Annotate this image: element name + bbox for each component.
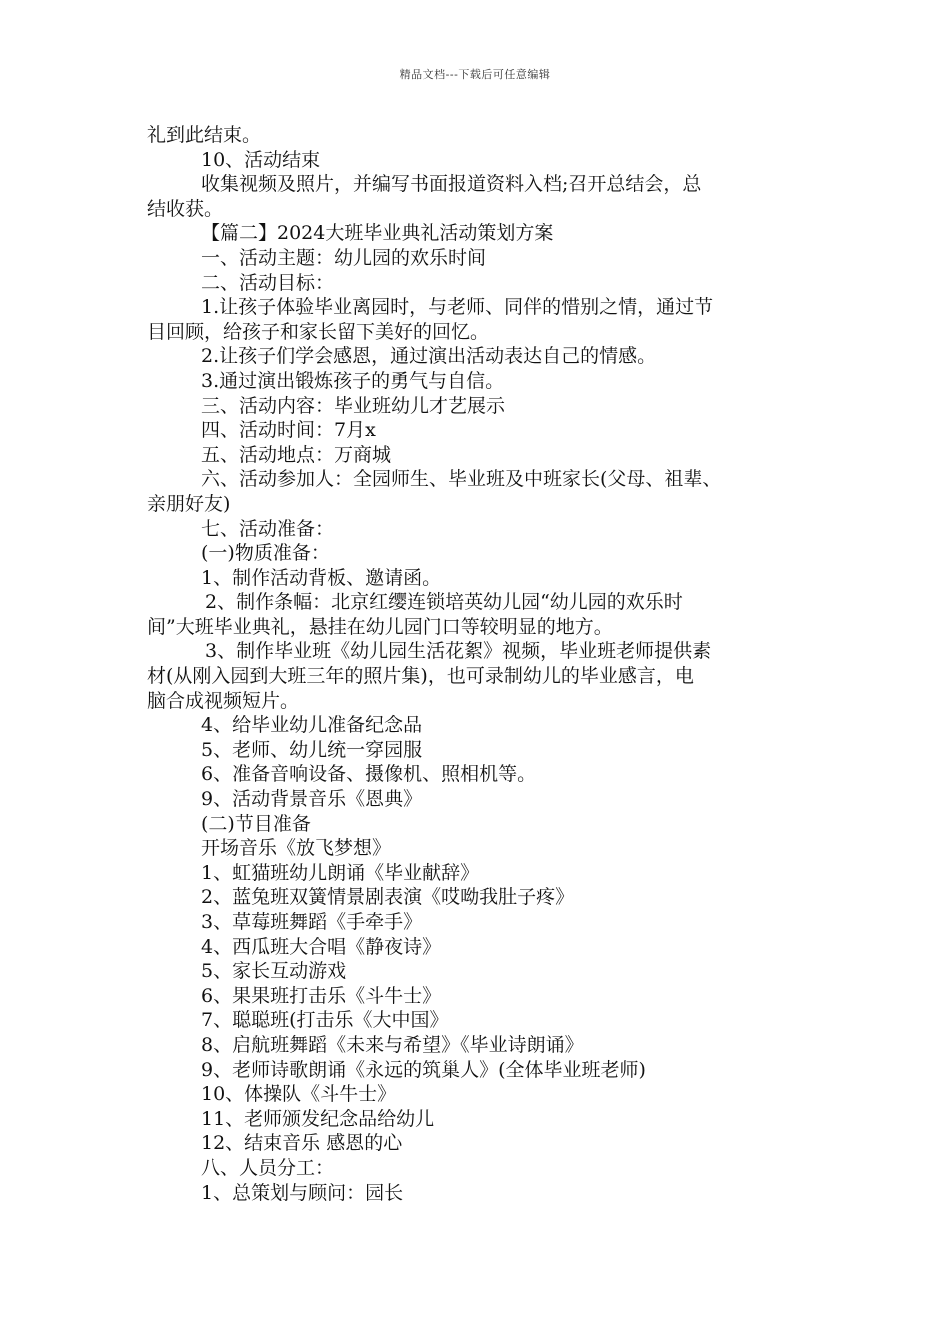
text-line: 间”大班毕业典礼，悬挂在幼儿园门口等较明显的地方。: [147, 615, 613, 638]
text-line: 11、老师颁发纪念品给幼儿: [201, 1107, 435, 1130]
text-line: 三、活动内容：毕业班幼儿才艺展示: [201, 394, 506, 417]
text-line: 10、活动结束: [201, 148, 321, 171]
text-line: 亲朋好友): [147, 492, 231, 515]
text-line: 1、虹猫班幼儿朗诵《毕业献辞》: [201, 861, 480, 884]
text-line: 2.让孩子们学会感恩，通过演出活动表达自己的情感。: [201, 345, 657, 368]
text-line: (一)物质准备：: [201, 542, 330, 565]
text-line: 材(从刚入园到大班三年的照片集)，也可录制幼儿的毕业感言，电: [147, 665, 694, 688]
text-line: 六、活动参加人：全园师生、毕业班及中班家长(父母、祖辈、: [201, 468, 722, 491]
text-line: 9、老师诗歌朗诵《永远的筑巢人》(全体毕业班老师): [201, 1058, 646, 1081]
text-line: 8、启航班舞蹈《未来与希望》《毕业诗朗诵》: [201, 1033, 584, 1056]
text-line: 结收获。: [147, 197, 224, 220]
text-line: 五、活动地点：万商城: [201, 443, 392, 466]
text-line: 一、活动主题：幼儿园的欢乐时间: [201, 246, 487, 269]
text-line: 七、活动准备：: [201, 517, 335, 540]
text-line: 四、活动时间：7月x: [201, 419, 376, 442]
page-header: 精品文档---下载后可任意编辑: [399, 68, 551, 81]
text-line: 【篇二】2024大班毕业典礼活动策划方案: [201, 222, 554, 245]
text-line: 6、准备音响设备、摄像机、照相机等。: [201, 763, 537, 786]
text-line: 1.让孩子体验毕业离园时，与老师、同伴的惜别之情，通过节: [201, 296, 714, 319]
text-line: 4、给毕业幼儿准备纪念品: [201, 714, 423, 737]
text-line: 2、蓝兔班双簧情景剧表演《哎呦我肚子疼》: [201, 886, 575, 909]
text-line: 收集视频及照片，并编写书面报道资料入档;召开总结会，总: [201, 173, 702, 196]
text-line: 3、制作毕业班《幼儿园生活花絮》视频，毕业班老师提供素: [205, 640, 712, 663]
document-body: [147, 123, 815, 1205]
text-line: 6、果果班打击乐《斗牛士》: [201, 984, 442, 1007]
text-line: 开场音乐《放飞梦想》: [201, 837, 392, 860]
text-line: 3、草莓班舞蹈《手牵手》: [201, 911, 423, 933]
text-line: 3.通过演出锻炼孩子的勇气与自信。: [201, 369, 505, 392]
text-line: 9、活动背景音乐《恩典》: [201, 788, 423, 811]
text-line: 4、西瓜班大合唱《静夜诗》: [201, 935, 442, 958]
text-line: 12、结束音乐 感恩的心: [201, 1132, 403, 1155]
text-line: 7、聪聪班(打击乐《大中国》: [201, 1009, 449, 1032]
text-line: 目回顾，给孩子和家长留下美好的回忆。: [147, 320, 490, 343]
text-line: 1、总策划与顾问：园长: [201, 1181, 404, 1204]
text-line: 2、制作条幅：北京红缨连锁培英幼儿园“幼儿园的欢乐时: [205, 591, 683, 614]
text-line: 礼到此结束。: [147, 124, 262, 146]
text-line: 二、活动目标：: [201, 271, 335, 294]
text-line: (二)节目准备: [201, 812, 311, 835]
text-line: 5、家长互动游戏: [201, 960, 347, 983]
text-line: 10、体操队《斗牛士》: [201, 1083, 397, 1106]
text-line: 八、人员分工：: [201, 1156, 335, 1179]
text-line: 脑合成视频短片。: [147, 689, 300, 712]
text-line: 1、制作活动背板、邀请函。: [201, 566, 442, 589]
text-line: 5、老师、幼儿统一穿园服: [201, 738, 423, 761]
